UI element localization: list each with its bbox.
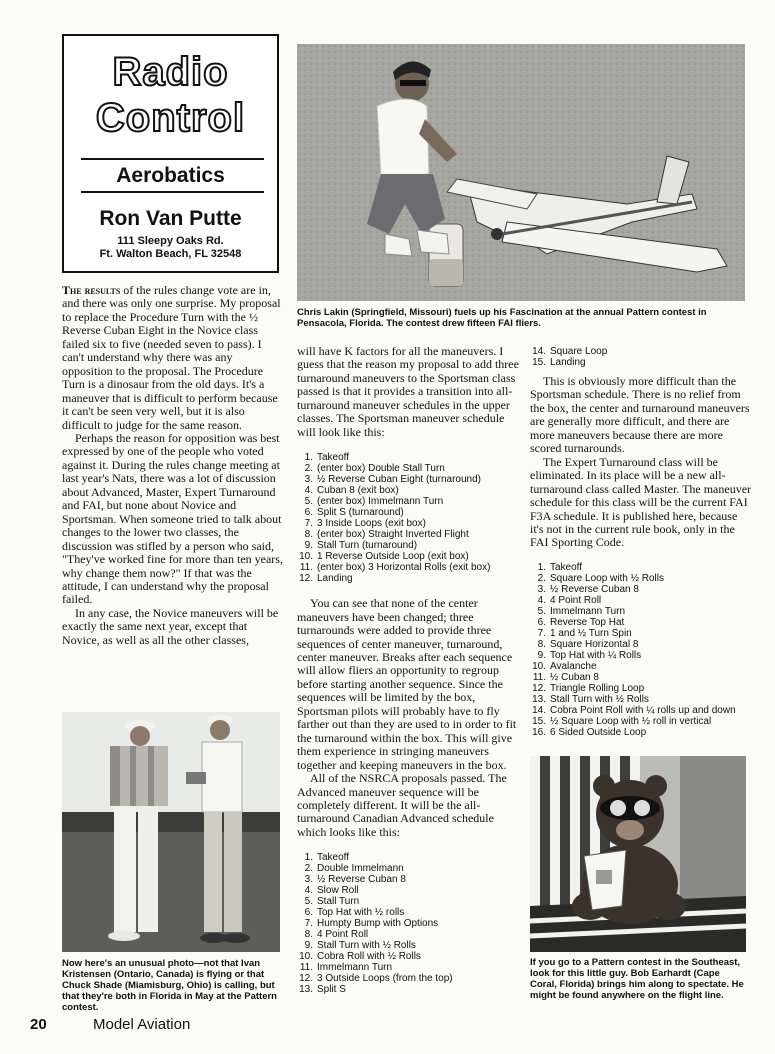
schedule-item	[530, 716, 752, 727]
schedule-item-number: 11.	[532, 671, 546, 683]
schedule-item-number: 5.	[304, 896, 313, 908]
col1-paragraph-3: In any case, the Novice maneuvers will be exactly the same next year, except that Novice, as well as all the other classes,	[62, 605, 279, 647]
schedule-item-label: Double Immelmann	[317, 863, 404, 875]
advanced-schedule-list	[297, 852, 519, 995]
author-name: Ron Van Putte	[99, 207, 242, 230]
schedule-item-number: 9.	[304, 540, 313, 552]
schedule-item-number: 9.	[304, 940, 313, 952]
schedule-item-label: Split S (turnaround)	[317, 507, 404, 519]
schedule-item	[530, 650, 752, 661]
schedule-item-label: Takeoff	[550, 561, 583, 573]
schedule-item	[297, 463, 519, 474]
schedule-item-number: 13.	[532, 693, 546, 705]
schedule-item-label: Stall Turn with ½ Rolls	[317, 940, 416, 952]
schedule-item-label: Landing	[317, 573, 353, 585]
schedule-item-label: Cobra Point Roll with ¼ rolls up and down	[550, 704, 736, 716]
column-name: Aerobatics	[116, 164, 225, 187]
schedule-item	[297, 507, 519, 518]
photo-pilot-fueling	[297, 44, 745, 301]
schedule-item-number: 1.	[304, 852, 313, 864]
schedule-item-number: 2.	[304, 863, 313, 875]
schedule-item	[297, 885, 519, 896]
divider-bottom	[81, 191, 264, 193]
column-header-box	[62, 34, 279, 273]
schedule-item	[530, 628, 752, 639]
schedule-item	[530, 606, 752, 617]
schedule-item	[297, 874, 519, 885]
schedule-item	[530, 683, 752, 694]
schedule-item-number: 12.	[299, 573, 313, 585]
schedule-item-number: 11.	[299, 962, 313, 974]
schedule-item-number: 9.	[537, 649, 546, 661]
col1-paragraph-2: Perhaps the reason for opposition was best expressed by one of the people who voted against it. During the rules change meeting at last year's Nats, there was a lot of discussion about Advanced, Master, Expert Turnaround and FAI, but none about Novice and Sportsman. When someone tried to talk about changes to the lower two classes, the discussion was stifled by a person who said, "They've worked fine for more than ten years, why change them now?" If that was the attitude, I can understand why the proposal failed.	[62, 430, 283, 607]
schedule-item-number: 8.	[304, 929, 313, 941]
schedule-item	[530, 346, 752, 357]
schedule-item-label: ½ Reverse Cuban 8	[317, 874, 406, 886]
schedule-item-label: Top Hat with ½ rolls	[317, 907, 405, 919]
schedule-item-number: 11.	[299, 562, 313, 574]
schedule-item-label: Immelmann Turn	[550, 605, 626, 617]
schedule-item	[297, 918, 519, 929]
schedule-item	[530, 705, 752, 716]
schedule-item-number: 15.	[532, 357, 546, 368]
sportsman-schedule-list	[297, 452, 519, 584]
schedule-item-label: Takeoff	[317, 452, 350, 464]
schedule-item	[297, 452, 519, 463]
schedule-item-label: Stall Turn with ½ Rolls	[550, 693, 649, 705]
schedule-item-label: 4 Point Roll	[550, 594, 602, 606]
page-number: 20	[30, 1016, 47, 1033]
col2-paragraph-3: All of the NSRCA proposals passed. The Advanced maneuver sequence will be completely different. It will be the all-turnaround Canadian Advanced schedule which looks like this:	[297, 771, 507, 839]
schedule-item	[530, 727, 752, 738]
author-address-line2: Ft. Walton Beach, FL 32548	[99, 248, 242, 260]
schedule-item-label: Immelmann Turn	[317, 962, 393, 974]
schedule-item	[297, 973, 519, 984]
divider-top	[81, 158, 264, 160]
schedule-item-label: 3 Outside Loops (from the top)	[317, 973, 453, 985]
schedule-item-number: 16.	[532, 726, 546, 738]
schedule-item-number: 6.	[537, 616, 546, 628]
schedule-item-label: Stall Turn (turnaround)	[317, 540, 418, 552]
schedule-item	[530, 694, 752, 705]
photo-bear-mascot-graphic	[530, 756, 746, 952]
schedule-item	[297, 929, 519, 940]
schedule-item-number: 8.	[537, 638, 546, 650]
schedule-item-label: Reverse Top Hat	[550, 616, 625, 628]
schedule-item-label: (enter box) Immelmann Turn	[317, 496, 444, 508]
schedule-item-number: 5.	[537, 605, 546, 617]
schedule-item	[297, 951, 519, 962]
schedule-item-label: Square Loop	[550, 346, 608, 357]
schedule-item-label: Triangle Rolling Loop	[550, 682, 645, 694]
schedule-item-number: 10.	[299, 551, 313, 563]
schedule-item-label: Avalanche	[550, 660, 597, 672]
schedule-item-number: 13.	[299, 984, 313, 996]
schedule-item-number: 2.	[537, 572, 546, 584]
schedule-item-number: 4.	[537, 594, 546, 606]
schedule-item	[297, 529, 519, 540]
schedule-item	[530, 573, 752, 584]
schedule-item-label: ½ Reverse Cuban 8	[550, 583, 639, 595]
schedule-item	[297, 896, 519, 907]
master-schedule-list	[530, 562, 752, 738]
text-column-3	[530, 346, 752, 738]
schedule-item-number: 4.	[304, 485, 313, 497]
schedule-item-number: 1.	[304, 452, 313, 464]
schedule-item	[530, 661, 752, 672]
schedule-item	[297, 474, 519, 485]
photo-two-fliers	[62, 712, 280, 952]
photo-pilot-fueling-graphic	[297, 44, 745, 301]
schedule-item	[530, 617, 752, 628]
magazine-title: Model Aviation	[93, 1016, 191, 1033]
schedule-item-number: 3.	[304, 474, 313, 486]
schedule-item-label: ½ Cuban 8	[550, 671, 599, 683]
schedule-item-number: 10.	[532, 660, 546, 672]
schedule-item-number: 10.	[299, 951, 313, 963]
schedule-item	[297, 485, 519, 496]
schedule-item	[297, 562, 519, 573]
author-address-line1: 111 Sleepy Oaks Rd.	[117, 235, 224, 247]
caption-top-photo: Chris Lakin (Springfield, Missouri) fuels up his Fascination at the annual Pattern contest in Pensacola, Florida. The contest drew fifteen FAI fliers.	[297, 307, 707, 329]
schedule-item-label: (enter box) Double Stall Turn	[317, 463, 445, 475]
schedule-item-label: (enter box) Straight Inverted Flight	[317, 529, 469, 541]
schedule-item-number: 8.	[304, 529, 313, 541]
schedule-item	[297, 551, 519, 562]
schedule-item-number: 3.	[304, 874, 313, 886]
schedule-item-label: 1 Reverse Outside Loop (exit box)	[317, 551, 469, 563]
schedule-item-number: 15.	[532, 715, 546, 727]
schedule-item	[297, 540, 519, 551]
schedule-item	[530, 357, 752, 368]
col1-paragraph-1	[62, 284, 284, 432]
caption-right-photo: If you go to a Pattern contest in the Southeast, look for this little guy. Bob Earhardt (Cape Coral, Florida) brings him along to spectate. He might be found anywhere on the flight line.	[530, 957, 744, 1001]
schedule-item	[297, 518, 519, 529]
col2-paragraph-1: will have K factors for all the maneuvers. I guess that the reason my proposal to add three turnaround maneuvers to the Sportsman class passed is that it provides a transition into all-turnaround maneuver schedules in the upper classes. The Sportsman maneuver schedule will look like this:	[297, 344, 519, 439]
schedule-item-label: ½ Square Loop with ½ roll in vertical	[550, 715, 712, 727]
col2-paragraph-2: You can see that none of the center maneuvers have been changed; three turnarounds were added to provide three sequences of center maneuver, turnaround, center maneuver. Breaks after each sequence will allow fliers an opportunity to regroup before starting another sequence. Since the sequences will be limited by the box, Sportsman pilots will probably have to fly farther out than they are used to in order to fit the turnaround within the box. This will give them experience in stringing maneuvers together and keeping maneuvers in the box.	[297, 596, 517, 772]
schedule-item-label: Slow Roll	[317, 885, 359, 897]
photo-bear-mascot	[530, 756, 746, 952]
schedule-item-number: 12.	[299, 973, 313, 985]
schedule-item-number: 12.	[532, 682, 546, 694]
advanced-schedule-list-continued	[530, 346, 752, 368]
schedule-item-label: Split S	[317, 984, 346, 996]
schedule-item	[297, 940, 519, 951]
text-column-2	[297, 345, 519, 995]
title-radio: Radio	[112, 50, 229, 94]
schedule-item-label: Stall Turn	[317, 896, 360, 908]
caption-left-photo: Now here's an unusual photo—not that Ivan Kristensen (Ontario, Canada) is flying or that Chuck Shade (Miamisburg, Ohio) is calling, but that they're both in Florida in May at the Pattern contest.	[62, 958, 277, 1013]
schedule-item-label: 4 Point Roll	[317, 929, 369, 941]
schedule-item-number: 5.	[304, 496, 313, 508]
schedule-item-number: 6.	[304, 907, 313, 919]
schedule-item-label: Landing	[550, 357, 586, 368]
schedule-item	[297, 984, 519, 995]
schedule-item-number: 1.	[537, 561, 546, 573]
schedule-item-label: Square Horizontal 8	[550, 638, 639, 650]
schedule-item-label: Top Hat with ¼ Rolls	[550, 649, 642, 661]
schedule-item-number: 6.	[304, 507, 313, 519]
schedule-item-number: 14.	[532, 346, 546, 357]
col3-paragraph-2: The Expert Turnaround class will be eliminated. In its place will be a new all-turnaround class called Master. The maneuver schedule for this class will be the current FAI F3A schedule. It is published here, because it's not in the current rule book, only in the FAI Sporting Code.	[530, 454, 752, 550]
schedule-item-number: 4.	[304, 885, 313, 897]
title-control: Control	[95, 96, 246, 140]
col1-p1-text: of the rules change vote are in, and there was only one surprise. My proposal to replace the Procedure Turn with the ½ Reverse Cuban Eight in the Novice class failed six to five (needed seven to pass). I can't understand why there was any opposition to the proposal. The Procedure Turn is a dinosaur from the old days. It's a maneuver that is difficult to perform because it can't be seen very well, but it is also difficult to judge for the same reason.	[62, 283, 281, 432]
schedule-item-label: 1 and ½ Turn Spin	[550, 627, 632, 639]
schedule-item-number: 3.	[537, 583, 546, 595]
schedule-item	[297, 907, 519, 918]
text-column-1	[62, 284, 284, 647]
schedule-item	[297, 852, 519, 863]
schedule-item	[297, 573, 519, 584]
schedule-item-label: Square Loop with ½ Rolls	[550, 572, 664, 584]
schedule-item-label: Cobra Roll with ½ Rolls	[317, 951, 421, 963]
schedule-item-label: Humpty Bump with Options	[317, 918, 439, 930]
schedule-item-number: 2.	[304, 463, 313, 475]
schedule-item-number: 7.	[304, 518, 313, 530]
schedule-item-number: 7.	[304, 918, 313, 930]
schedule-item	[297, 962, 519, 973]
col3-paragraph-1: This is obviously more difficult than the Sportsman schedule. There is no relief from the box, the center and turnaround maneuvers are generally more difficult, and there are more maneuvers because there are more scored turnarounds.	[530, 374, 750, 456]
schedule-item-label: (enter box) 3 Horizontal Rolls (exit box)	[317, 562, 491, 574]
schedule-item	[530, 639, 752, 650]
schedule-item-label: Takeoff	[317, 852, 350, 864]
schedule-item	[530, 672, 752, 683]
schedule-item	[530, 562, 752, 573]
schedule-item-label: Cuban 8 (exit box)	[317, 485, 399, 497]
schedule-item	[297, 496, 519, 507]
schedule-item-label: 3 Inside Loops (exit box)	[317, 518, 426, 530]
schedule-item-label: 6 Sided Outside Loop	[550, 726, 647, 738]
schedule-item-number: 14.	[532, 704, 546, 716]
photo-two-fliers-graphic	[62, 712, 280, 952]
schedule-item	[297, 863, 519, 874]
schedule-item-label: ½ Reverse Cuban Eight (turnaround)	[317, 474, 481, 486]
schedule-item	[530, 584, 752, 595]
schedule-item	[530, 595, 752, 606]
drop-lead: The results	[62, 283, 121, 297]
schedule-item-number: 7.	[537, 627, 546, 639]
